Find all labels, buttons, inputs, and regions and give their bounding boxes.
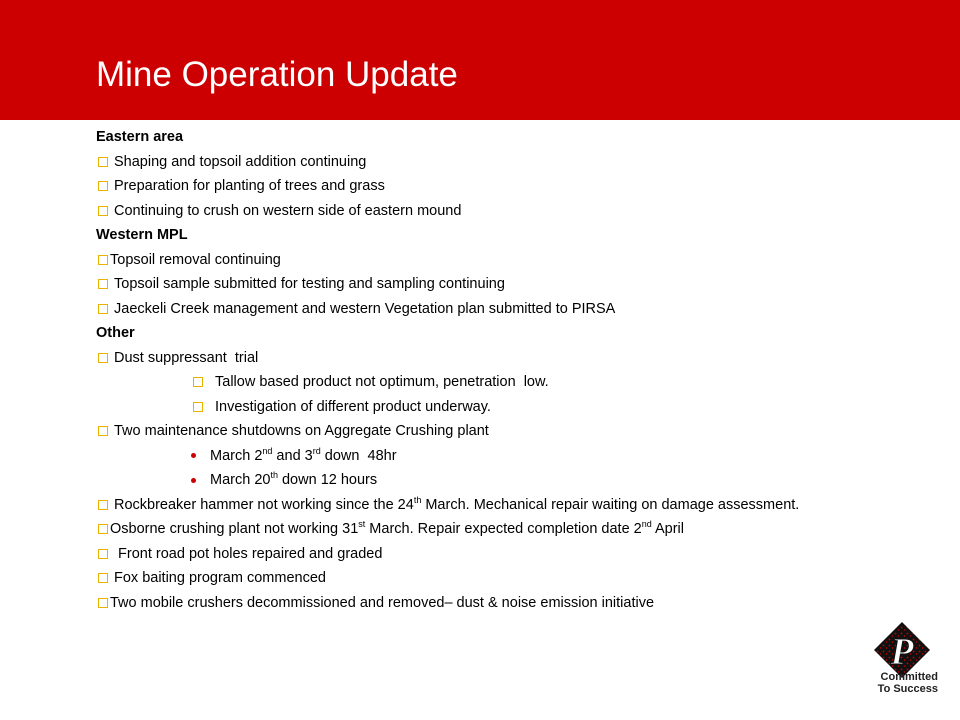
list-item: Topsoil sample submitted for testing and sampling continuing	[96, 272, 936, 297]
list-item	[96, 493, 936, 518]
sub-list-item: Investigation of different product underway.	[96, 395, 936, 420]
list-item: Two maintenance shutdowns on Aggregate Crushing plant	[96, 419, 936, 444]
list-item	[96, 517, 936, 542]
square-bullet-icon	[98, 598, 108, 608]
list-item: Front road pot holes repaired and graded	[96, 542, 936, 567]
slide-title: Mine Operation Update	[96, 55, 458, 94]
slide-content	[96, 125, 936, 615]
list-item: Dust suppressant trial	[96, 346, 936, 371]
square-bullet-icon	[98, 573, 108, 583]
section-heading-western: Western MPL	[96, 227, 188, 243]
shutdown-date-2: March 20th down 12 hours	[210, 470, 378, 488]
square-bullet-icon	[98, 353, 108, 363]
square-bullet-icon	[98, 524, 108, 534]
dot-bullet-icon	[191, 453, 196, 458]
list-item: Shaping and topsoil addition continuing	[96, 150, 936, 175]
rockbreaker-text: Rockbreaker hammer not working since the 24th March. Mechanical repair waiting on damage assessment.	[114, 494, 800, 513]
sub-list-item	[96, 444, 936, 469]
osborne-text: Osborne crushing plant not working 31st March. Repair expected completion date 2nd April	[110, 519, 685, 537]
section-heading-eastern: Eastern area	[96, 129, 184, 145]
sub-list-item: Tallow based product not optimum, penetration low.	[96, 370, 936, 395]
list-item: Topsoil removal continuing	[96, 248, 936, 273]
list-item: Two mobile crushers decommissioned and removed– dust & noise emission initiative	[96, 591, 936, 616]
square-bullet-icon	[98, 279, 108, 289]
square-bullet-icon	[98, 549, 108, 559]
square-bullet-icon	[98, 181, 108, 191]
sub-list-item	[96, 468, 936, 493]
square-bullet-icon	[98, 255, 108, 265]
shutdown-date-1: March 2nd and 3rd down 48hr	[210, 445, 397, 464]
square-bullet-icon	[98, 426, 108, 436]
square-bullet-icon	[193, 402, 203, 412]
square-bullet-icon	[98, 206, 108, 216]
section-heading-other: Other	[96, 325, 135, 341]
list-item: Jaeckeli Creek management and western Vegetation plan submitted to PIRSA	[96, 297, 936, 322]
list-item: Continuing to crush on western side of eastern mound	[96, 199, 936, 224]
square-bullet-icon	[98, 157, 108, 167]
dot-bullet-icon	[191, 478, 196, 483]
square-bullet-icon	[193, 377, 203, 387]
list-item: Fox baiting program commenced	[96, 566, 936, 591]
logo-tagline: Committed To Success	[877, 671, 938, 695]
list-item: Preparation for planting of trees and grass	[96, 174, 936, 199]
logo-letter: P	[890, 631, 914, 673]
square-bullet-icon	[98, 304, 108, 314]
square-bullet-icon	[98, 500, 108, 510]
